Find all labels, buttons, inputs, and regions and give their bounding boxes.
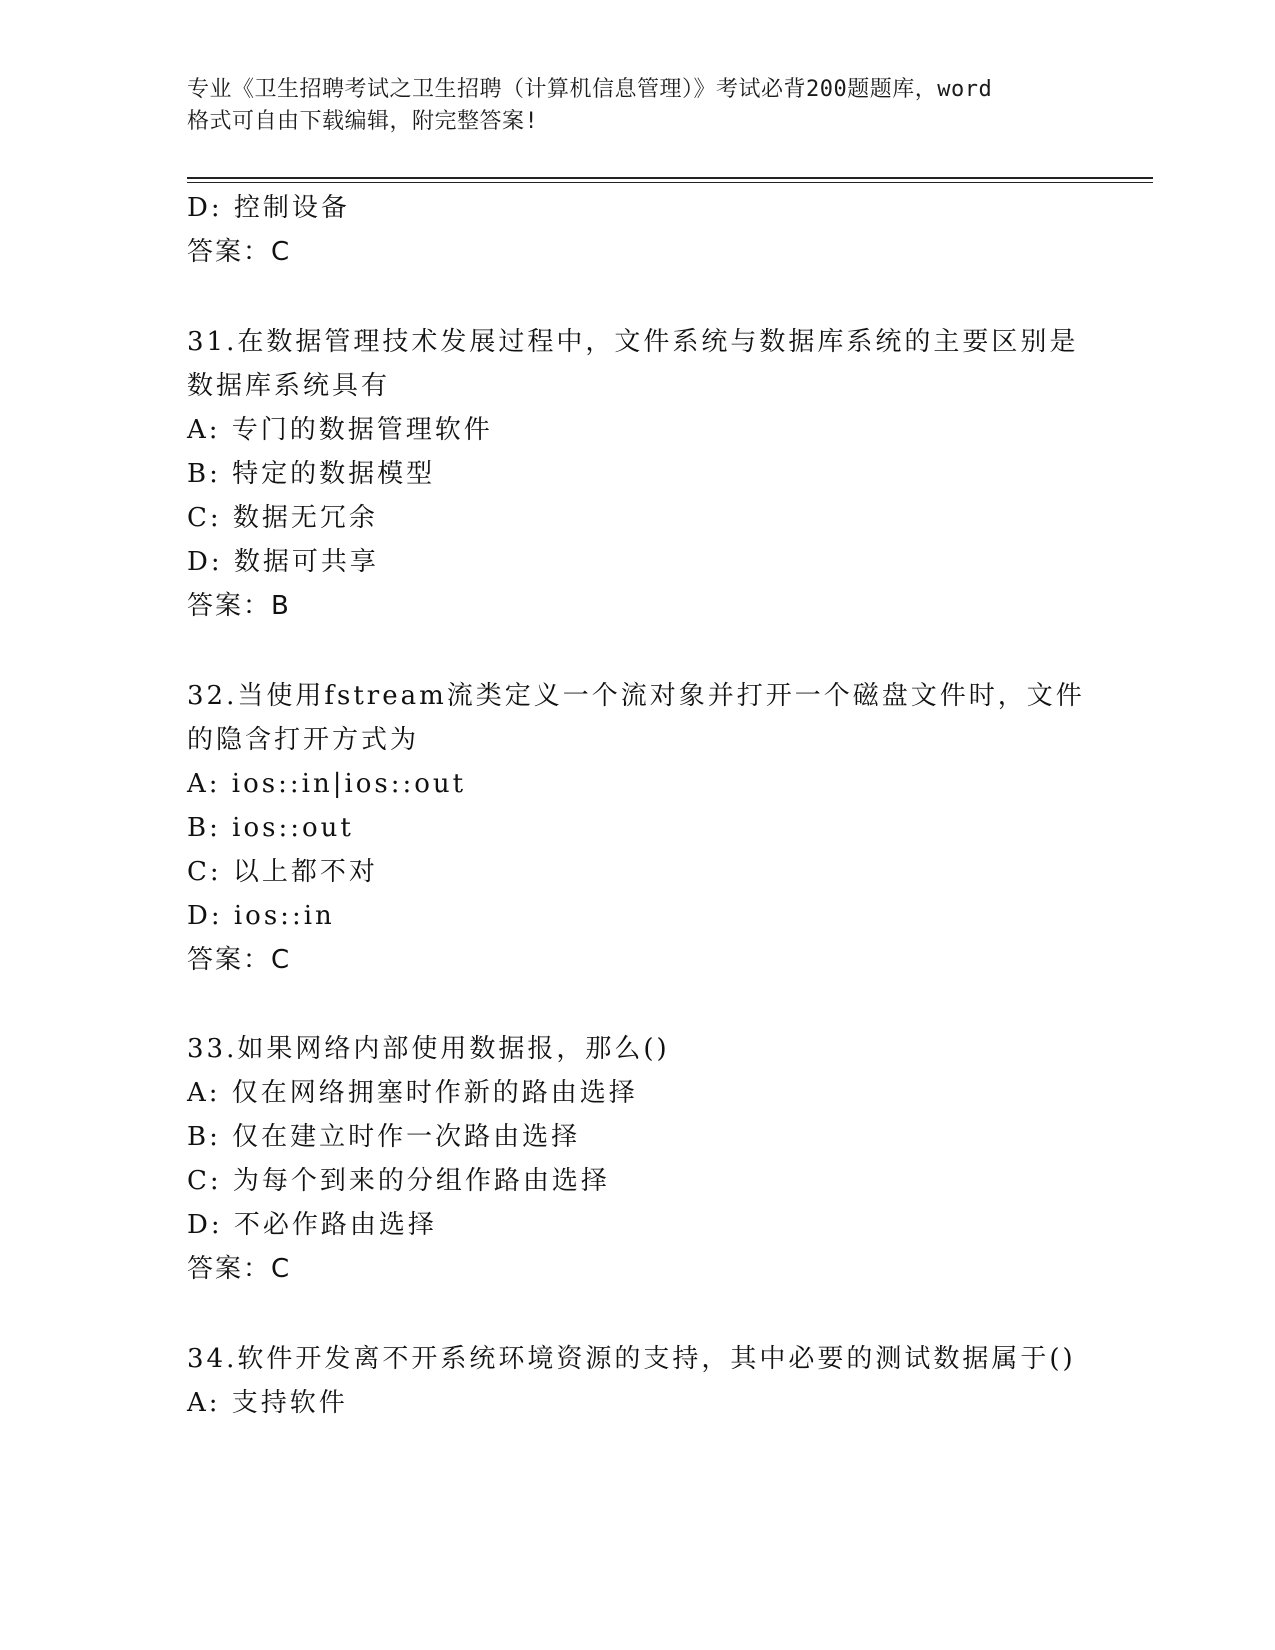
- q34-stem-line-1: 34.软件开发离不开系统环境资源的支持，其中必要的测试数据属于(): [187, 1344, 1076, 1374]
- q31-stem-line-2: 数据库系统具有: [187, 371, 391, 401]
- header-line-2: 格式可自由下载编辑，附完整答案!: [187, 109, 539, 134]
- q33-option-a: A: 仅在网络拥塞时作新的路由选择: [187, 1078, 638, 1108]
- q32-answer: 答案：C: [187, 945, 292, 975]
- q32-option-a: A: ios::in|ios::out: [187, 769, 467, 799]
- q33-option-c: C: 为每个到来的分组作路由选择: [187, 1166, 610, 1196]
- q32-option-b: B: ios::out: [187, 813, 354, 843]
- q31-option-d: D: 数据可共享: [187, 547, 379, 577]
- prev-option-d: D: 控制设备: [187, 193, 350, 223]
- q32-stem-line-2: 的隐含打开方式为: [187, 725, 420, 755]
- q31-answer: 答案：B: [187, 591, 291, 621]
- q31-stem-line-1: 31.在数据管理技术发展过程中，文件系统与数据库系统的主要区别是: [187, 327, 1079, 357]
- q34-option-a: A: 支持软件: [187, 1388, 348, 1418]
- q32-option-d: D: ios::in: [187, 901, 335, 931]
- q31-option-b: B: 特定的数据模型: [187, 459, 436, 489]
- document-header: [187, 74, 1087, 138]
- q32-stem-line-1: 32.当使用fstream流类定义一个流对象并打开一个磁盘文件时，文件: [187, 681, 1085, 711]
- q33-option-b: B: 仅在建立时作一次路由选择: [187, 1122, 581, 1152]
- header-line-1: 专业《卫生招聘考试之卫生招聘（计算机信息管理）》考试必背200题题库，word: [187, 77, 993, 102]
- q31-option-a: A: 专门的数据管理软件: [187, 415, 493, 445]
- q33-option-d: D: 不必作路由选择: [187, 1210, 437, 1240]
- q33-answer: 答案：C: [187, 1254, 292, 1284]
- q33-stem-line-1: 33.如果网络内部使用数据报，那么(): [187, 1034, 670, 1064]
- prev-answer: 答案：C: [187, 237, 292, 267]
- q32-option-c: C: 以上都不对: [187, 857, 378, 887]
- header-divider-thick: [187, 177, 1153, 179]
- header-divider-thin: [187, 182, 1153, 183]
- q31-option-c: C: 数据无冗余: [187, 503, 378, 533]
